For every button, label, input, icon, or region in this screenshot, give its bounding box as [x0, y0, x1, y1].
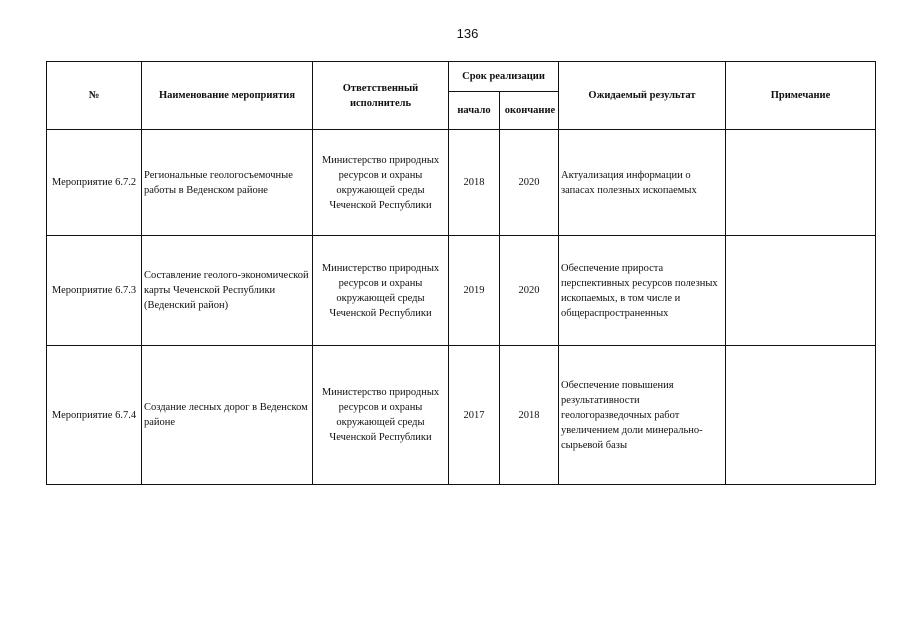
row-note [726, 346, 876, 485]
row-number: Мероприятие 6.7.3 [47, 236, 142, 346]
row-end: 2020 [500, 236, 559, 346]
header-note: Примечание [726, 62, 876, 130]
row-result: Актуализация информации о запасах полезных ископаемых [559, 130, 726, 236]
row-name: Создание лесных дорог в Веденском районе [142, 346, 313, 485]
row-end: 2018 [500, 346, 559, 485]
row-note [726, 130, 876, 236]
row-start: 2018 [449, 130, 500, 236]
activities-table [46, 61, 876, 485]
row-result: Обеспечение прироста перспективных ресурсов полезных ископаемых, в том числе и общераспространенных [559, 236, 726, 346]
row-note [726, 236, 876, 346]
row-name: Составление геолого-экономической карты Чеченской Республики (Веденский район) [142, 236, 313, 346]
header-period: Срок реализации [449, 62, 559, 92]
row-start: 2019 [449, 236, 500, 346]
row-result: Обеспечение повышения результативности геологоразведочных работ увеличением доли минерально-сырьевой базы [559, 346, 726, 485]
row-number: Мероприятие 6.7.2 [47, 130, 142, 236]
row-responsible: Министерство природных ресурсов и охраны окружающей среды Чеченской Республики [313, 346, 449, 485]
row-number: Мероприятие 6.7.4 [47, 346, 142, 485]
header-responsible: Ответственный исполнитель [313, 62, 449, 130]
header-start: начало [449, 92, 500, 130]
table-row [47, 130, 876, 236]
header-number: № [47, 62, 142, 130]
row-responsible: Министерство природных ресурсов и охраны окружающей среды Чеченской Республики [313, 130, 449, 236]
header-name: Наименование мероприятия [142, 62, 313, 130]
row-responsible: Министерство природных ресурсов и охраны окружающей среды Чеченской Республики [313, 236, 449, 346]
row-name: Региональные геологосъемочные работы в Веденском районе [142, 130, 313, 236]
table-row [47, 346, 876, 485]
row-end: 2020 [500, 130, 559, 236]
header-end: окончание [500, 92, 559, 130]
row-start: 2017 [449, 346, 500, 485]
header-result: Ожидаемый результат [559, 62, 726, 130]
page-number: 136 [456, 26, 479, 41]
table-row [47, 236, 876, 346]
